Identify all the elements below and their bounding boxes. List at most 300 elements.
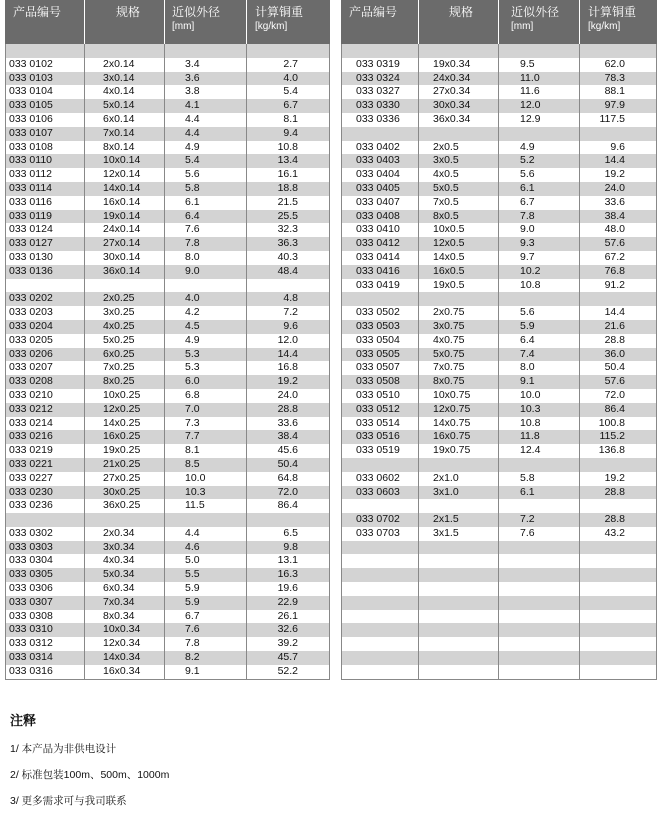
cell-code: 033 0319	[356, 57, 400, 70]
cell-spec: 16x0.14	[103, 195, 141, 208]
cell-code: 033 0516	[356, 430, 400, 443]
cell-spec: 7x0.34	[103, 595, 135, 608]
cell-diameter: 8.1	[185, 444, 200, 457]
cell-diameter: 5.3	[185, 347, 200, 360]
cell-weight: 21.5	[277, 195, 298, 208]
right-table	[341, 0, 657, 679]
cell-spec: 16x0.25	[103, 430, 141, 443]
cell-diameter: 4.6	[185, 540, 200, 553]
cell-spec: 4x0.75	[433, 333, 465, 346]
cell-weight: 19.2	[604, 168, 625, 181]
cell-code: 033 0505	[356, 347, 400, 360]
cell-weight: 28.8	[277, 402, 298, 415]
col-header-code: 产品编号	[13, 5, 62, 19]
cell-diameter: 8.5	[185, 457, 200, 470]
cell-diameter: 5.0	[185, 554, 200, 567]
cell-code: 033 0112	[9, 168, 53, 181]
cell-spec: 10x0.34	[103, 623, 141, 636]
cell-diameter: 4.4	[185, 126, 200, 139]
cell-spec: 10x0.14	[103, 154, 141, 167]
cell-weight: 57.6	[604, 375, 625, 388]
cell-spec: 7x0.75	[433, 361, 465, 374]
cell-spec: 6x0.14	[103, 112, 135, 125]
cell-code: 033 0314	[9, 651, 53, 664]
cell-spec: 7x0.5	[433, 195, 459, 208]
cell-weight: 33.6	[604, 195, 625, 208]
cell-diameter: 9.1	[185, 664, 200, 677]
cell-spec: 8x0.25	[103, 375, 135, 388]
cell-code: 033 0330	[356, 99, 400, 112]
cell-spec: 7x0.14	[103, 126, 135, 139]
cell-spec: 12x0.5	[433, 237, 465, 250]
cell-diameter: 7.6	[185, 223, 200, 236]
cell-code: 033 0116	[9, 195, 53, 208]
cell-spec: 19x0.75	[433, 444, 471, 457]
cell-weight: 2.7	[283, 57, 298, 70]
col-header-diameter: 近似外径 [mm]	[511, 5, 560, 32]
col-header-weight: 计算铜重 [kg/km]	[255, 5, 304, 32]
cell-weight: 43.2	[604, 526, 625, 539]
cell-diameter: 5.8	[520, 471, 535, 484]
cell-code: 033 0303	[9, 540, 53, 553]
cell-weight: 12.0	[277, 333, 298, 346]
cell-weight: 40.3	[277, 250, 298, 263]
cell-weight: 72.0	[277, 485, 298, 498]
cell-code: 033 0230	[9, 485, 53, 498]
cell-diameter: 10.3	[520, 402, 541, 415]
cell-diameter: 7.3	[185, 416, 200, 429]
note-line: 3/ 更多需求可与我司联系	[10, 795, 127, 807]
cell-diameter: 3.4	[185, 57, 200, 70]
cell-code: 033 0410	[356, 223, 400, 236]
cell-weight: 9.6	[610, 140, 625, 153]
cell-code: 033 0236	[9, 499, 53, 512]
cell-code: 033 0204	[9, 319, 53, 332]
cell-weight: 117.5	[599, 112, 625, 125]
cell-weight: 36.3	[277, 237, 298, 250]
cell-code: 033 0221	[9, 457, 53, 470]
cell-weight: 48.4	[277, 264, 298, 277]
cell-diameter: 4.2	[185, 306, 200, 319]
cell-diameter: 10.0	[185, 471, 206, 484]
cell-code: 033 0108	[9, 140, 53, 153]
cell-weight: 72.0	[604, 388, 625, 401]
cell-code: 033 0114	[9, 181, 53, 194]
cell-spec: 21x0.25	[103, 457, 141, 470]
cell-diameter: 7.8	[185, 637, 200, 650]
cell-diameter: 7.8	[185, 237, 200, 250]
cell-diameter: 12.9	[520, 112, 541, 125]
cell-weight: 28.8	[604, 513, 625, 526]
cell-code: 033 0419	[356, 278, 400, 291]
cell-spec: 8x0.14	[103, 140, 135, 153]
cell-diameter: 3.6	[185, 71, 200, 84]
cell-code: 033 0212	[9, 402, 53, 415]
cell-diameter: 5.9	[185, 595, 200, 608]
cell-weight: 22.9	[277, 595, 298, 608]
cell-diameter: 8.0	[185, 250, 200, 263]
cell-weight: 24.0	[604, 181, 625, 194]
cell-diameter: 6.4	[185, 209, 200, 222]
table-header	[5, 0, 330, 44]
cell-spec: 24x0.14	[103, 223, 141, 236]
cell-code: 033 0602	[356, 471, 400, 484]
cell-weight: 19.2	[604, 471, 625, 484]
cell-code: 033 0203	[9, 306, 53, 319]
cell-spec: 19x0.5	[433, 278, 465, 291]
cell-diameter: 8.0	[520, 361, 535, 374]
cell-diameter: 12.4	[520, 444, 541, 457]
cell-diameter: 4.4	[185, 112, 200, 125]
cell-spec: 7x0.25	[103, 361, 135, 374]
cell-code: 033 0416	[356, 264, 400, 277]
cell-weight: 38.4	[604, 209, 625, 222]
cell-code: 033 0327	[356, 85, 400, 98]
cell-weight: 18.8	[277, 181, 298, 194]
cell-weight: 16.1	[277, 168, 298, 181]
cell-spec: 3x0.5	[433, 154, 459, 167]
cell-diameter: 4.0	[185, 292, 200, 305]
cell-diameter: 11.8	[520, 430, 540, 443]
cell-diameter: 4.9	[185, 333, 200, 346]
cell-spec: 14x0.75	[433, 416, 471, 429]
cell-code: 033 0312	[9, 637, 53, 650]
cell-diameter: 5.3	[185, 361, 200, 374]
cell-spec: 4x0.5	[433, 168, 459, 181]
cell-weight: 21.6	[604, 319, 625, 332]
col-header-code: 产品编号	[349, 5, 398, 19]
cell-code: 033 0519	[356, 444, 400, 457]
cell-spec: 12x0.34	[103, 637, 141, 650]
cell-weight: 26.1	[277, 609, 298, 622]
cell-spec: 5x0.5	[433, 181, 459, 194]
cell-diameter: 9.0	[520, 223, 535, 236]
table-header	[341, 0, 657, 44]
cell-diameter: 7.6	[520, 526, 535, 539]
cell-weight: 88.1	[604, 85, 625, 98]
cell-spec: 2x0.25	[103, 292, 135, 305]
cell-diameter: 5.5	[185, 568, 200, 581]
note-line: 1/ 本产品为非供电设计	[10, 743, 117, 755]
cell-diameter: 11.0	[520, 71, 540, 84]
cell-diameter: 12.0	[520, 99, 541, 112]
cell-code: 033 0510	[356, 388, 400, 401]
cell-spec: 6x0.25	[103, 347, 135, 360]
cell-weight: 28.8	[604, 485, 625, 498]
notes-section	[10, 710, 169, 819]
cell-diameter: 4.5	[185, 319, 200, 332]
cell-code: 033 0227	[9, 471, 53, 484]
cell-weight: 14.4	[604, 154, 625, 167]
cell-spec: 19x0.34	[433, 57, 471, 70]
cell-spec: 36x0.14	[103, 264, 141, 277]
cell-diameter: 5.9	[185, 582, 200, 595]
cell-spec: 10x0.25	[103, 388, 141, 401]
cell-weight: 7.2	[283, 306, 298, 319]
cell-code: 033 0130	[9, 250, 53, 263]
cell-diameter: 7.7	[185, 430, 200, 443]
cell-weight: 76.8	[604, 264, 625, 277]
cell-diameter: 4.9	[185, 140, 200, 153]
cell-spec: 2x1.0	[433, 471, 459, 484]
cell-code: 033 0110	[9, 154, 53, 167]
cell-code: 033 0119	[9, 209, 53, 222]
cell-code: 033 0310	[9, 623, 53, 636]
cell-diameter: 5.2	[520, 154, 535, 167]
cell-code: 033 0105	[9, 99, 53, 112]
cell-spec: 24x0.34	[433, 71, 471, 84]
col-header-spec: 规格	[116, 5, 141, 19]
cell-code: 033 0136	[9, 264, 53, 277]
cell-weight: 19.2	[277, 375, 298, 388]
cell-weight: 64.8	[277, 471, 298, 484]
cell-diameter: 7.0	[185, 402, 200, 415]
cell-weight: 36.0	[604, 347, 625, 360]
cell-diameter: 5.6	[520, 306, 535, 319]
cell-code: 033 0214	[9, 416, 53, 429]
cell-spec: 16x0.5	[433, 264, 465, 277]
col-header-weight: 计算铜重 [kg/km]	[588, 5, 637, 32]
cell-code: 033 0507	[356, 361, 400, 374]
cell-weight: 57.6	[604, 237, 625, 250]
cell-diameter: 5.9	[520, 319, 535, 332]
cell-spec: 14x0.14	[103, 181, 141, 194]
cell-code: 033 0219	[9, 444, 53, 457]
cell-weight: 28.8	[604, 333, 625, 346]
notes-title: 注释	[10, 713, 37, 728]
cell-diameter: 7.8	[520, 209, 535, 222]
cell-weight: 10.8	[277, 140, 298, 153]
cell-code: 033 0703	[356, 526, 400, 539]
cell-weight: 13.4	[277, 154, 298, 167]
cell-spec: 5x0.14	[103, 99, 135, 112]
cell-spec: 3x0.14	[103, 71, 135, 84]
cell-weight: 115.2	[599, 430, 625, 443]
cell-diameter: 9.3	[520, 237, 535, 250]
cell-spec: 5x0.75	[433, 347, 465, 360]
cell-weight: 100.8	[598, 416, 625, 429]
cell-diameter: 6.1	[520, 181, 535, 194]
cell-code: 033 0414	[356, 250, 400, 263]
cell-spec: 12x0.14	[103, 168, 141, 181]
cell-diameter: 10.3	[185, 485, 206, 498]
cell-code: 033 0304	[9, 554, 53, 567]
cell-weight: 52.2	[277, 664, 298, 677]
cell-code: 033 0206	[9, 347, 53, 360]
cell-weight: 4.0	[283, 71, 298, 84]
cell-code: 033 0412	[356, 237, 400, 250]
cell-spec: 3x0.25	[103, 306, 135, 319]
cell-spec: 8x0.5	[433, 209, 459, 222]
cell-weight: 9.8	[283, 540, 298, 553]
cell-code: 033 0402	[356, 140, 400, 153]
cell-diameter: 4.9	[520, 140, 535, 153]
cell-diameter: 6.8	[185, 388, 200, 401]
cell-weight: 4.8	[283, 292, 298, 305]
cell-weight: 67.2	[604, 250, 625, 263]
cell-spec: 2x1.5	[433, 513, 459, 526]
cell-weight: 16.3	[277, 568, 298, 581]
cell-code: 033 0308	[9, 609, 53, 622]
cell-spec: 2x0.75	[433, 306, 465, 319]
cell-diameter: 5.6	[185, 168, 200, 181]
cell-weight: 13.1	[277, 554, 298, 567]
cell-code: 033 0404	[356, 168, 400, 181]
cell-spec: 10x0.75	[433, 388, 471, 401]
cell-diameter: 11.5	[185, 499, 205, 512]
cell-diameter: 10.8	[520, 416, 541, 429]
cell-weight: 14.4	[604, 306, 625, 319]
cell-weight: 62.0	[604, 57, 625, 70]
cell-diameter: 6.7	[185, 609, 200, 622]
cell-diameter: 6.7	[520, 195, 535, 208]
cell-code: 033 0205	[9, 333, 53, 346]
cell-code: 033 0102	[9, 57, 53, 70]
cell-weight: 32.6	[277, 623, 298, 636]
cell-spec: 27x0.25	[103, 471, 141, 484]
cell-diameter: 6.4	[520, 333, 535, 346]
cell-diameter: 6.1	[520, 485, 535, 498]
cell-code: 033 0307	[9, 595, 53, 608]
cell-code: 033 0504	[356, 333, 400, 346]
cell-spec: 19x0.25	[103, 444, 141, 457]
cell-diameter: 11.6	[520, 85, 540, 98]
cell-diameter: 8.2	[185, 651, 200, 664]
cell-diameter: 10.0	[520, 388, 541, 401]
cell-spec: 3x0.75	[433, 319, 465, 332]
cell-weight: 24.0	[277, 388, 298, 401]
cell-diameter: 3.8	[185, 85, 200, 98]
cell-code: 033 0124	[9, 223, 53, 236]
cell-diameter: 9.5	[520, 57, 535, 70]
cell-weight: 19.6	[277, 582, 298, 595]
cell-code: 033 0316	[9, 664, 53, 677]
cell-code: 033 0403	[356, 154, 400, 167]
cell-spec: 16x0.75	[433, 430, 471, 443]
cell-diameter: 10.2	[520, 264, 541, 277]
cell-diameter: 5.4	[185, 154, 200, 167]
cell-code: 033 0508	[356, 375, 400, 388]
cell-weight: 45.6	[277, 444, 298, 457]
cell-diameter: 4.4	[185, 526, 200, 539]
cell-code: 033 0702	[356, 513, 400, 526]
cell-diameter: 7.6	[185, 623, 200, 636]
cell-spec: 27x0.34	[433, 85, 471, 98]
cell-diameter: 10.8	[520, 278, 541, 291]
cell-diameter: 5.6	[520, 168, 535, 181]
cell-spec: 14x0.5	[433, 250, 465, 263]
cell-spec: 14x0.34	[103, 651, 141, 664]
cell-weight: 86.4	[604, 402, 625, 415]
cell-code: 033 0324	[356, 71, 400, 84]
cell-spec: 16x0.34	[103, 664, 141, 677]
cell-weight: 33.6	[277, 416, 298, 429]
cell-code: 033 0336	[356, 112, 400, 125]
cell-spec: 30x0.34	[433, 99, 471, 112]
cell-weight: 91.2	[604, 278, 625, 291]
cell-code: 033 0202	[9, 292, 53, 305]
cell-code: 033 0408	[356, 209, 400, 222]
cell-spec: 27x0.14	[103, 237, 141, 250]
cell-weight: 6.7	[283, 99, 298, 112]
cell-spec: 4x0.34	[103, 554, 135, 567]
cell-spec: 12x0.75	[433, 402, 471, 415]
cell-weight: 136.8	[598, 444, 625, 457]
cell-spec: 3x0.34	[103, 540, 135, 553]
cell-weight: 86.4	[277, 499, 298, 512]
cell-code: 033 0210	[9, 388, 53, 401]
cell-code: 033 0103	[9, 71, 53, 84]
cell-spec: 4x0.14	[103, 85, 135, 98]
cell-spec: 8x0.75	[433, 375, 465, 388]
cell-spec: 30x0.25	[103, 485, 141, 498]
cell-spec: 14x0.25	[103, 416, 141, 429]
cell-spec: 2x0.14	[103, 57, 135, 70]
cell-spec: 30x0.14	[103, 250, 141, 263]
cell-weight: 38.4	[277, 430, 298, 443]
cell-weight: 8.1	[283, 112, 298, 125]
cell-code: 033 0302	[9, 526, 53, 539]
cell-diameter: 9.1	[520, 375, 535, 388]
cell-spec: 6x0.34	[103, 582, 135, 595]
cell-spec: 36x0.34	[433, 112, 471, 125]
cell-code: 033 0405	[356, 181, 400, 194]
cell-code: 033 0106	[9, 112, 53, 125]
cell-spec: 19x0.14	[103, 209, 141, 222]
cell-code: 033 0127	[9, 237, 53, 250]
note-line: 2/ 标准包装100m、500m、1000m	[10, 769, 170, 781]
cell-spec: 3x1.0	[433, 485, 459, 498]
cell-code: 033 0305	[9, 568, 53, 581]
cell-spec: 12x0.25	[103, 402, 141, 415]
cell-weight: 16.8	[277, 361, 298, 374]
cell-weight: 45.7	[277, 651, 298, 664]
col-header-spec: 规格	[449, 5, 474, 19]
cell-code: 033 0306	[9, 582, 53, 595]
cell-weight: 39.2	[277, 637, 298, 650]
cell-code: 033 0216	[9, 430, 53, 443]
cell-weight: 32.3	[277, 223, 298, 236]
cell-weight: 9.4	[283, 126, 298, 139]
cell-weight: 6.5	[283, 526, 298, 539]
cell-weight: 50.4	[604, 361, 625, 374]
cell-spec: 4x0.25	[103, 319, 135, 332]
col-header-diameter: 近似外径 [mm]	[172, 5, 221, 32]
cell-code: 033 0107	[9, 126, 53, 139]
cell-weight: 50.4	[277, 457, 298, 470]
cell-weight: 9.6	[283, 319, 298, 332]
left-table	[5, 0, 330, 679]
cell-spec: 2x0.34	[103, 526, 135, 539]
cell-spec: 3x1.5	[433, 526, 459, 539]
cell-code: 033 0208	[9, 375, 53, 388]
cell-diameter: 9.7	[520, 250, 535, 263]
cell-diameter: 5.8	[185, 181, 200, 194]
cell-weight: 97.9	[604, 99, 625, 112]
cell-diameter: 4.1	[185, 99, 200, 112]
cell-diameter: 7.4	[520, 347, 535, 360]
cell-spec: 2x0.5	[433, 140, 459, 153]
cell-diameter: 6.1	[185, 195, 200, 208]
cell-spec: 8x0.34	[103, 609, 135, 622]
cell-diameter: 6.0	[185, 375, 200, 388]
cell-diameter: 7.2	[520, 513, 535, 526]
cell-spec: 36x0.25	[103, 499, 141, 512]
cell-code: 033 0603	[356, 485, 400, 498]
cell-spec: 5x0.25	[103, 333, 135, 346]
cell-code: 033 0514	[356, 416, 400, 429]
cell-weight: 25.5	[277, 209, 298, 222]
